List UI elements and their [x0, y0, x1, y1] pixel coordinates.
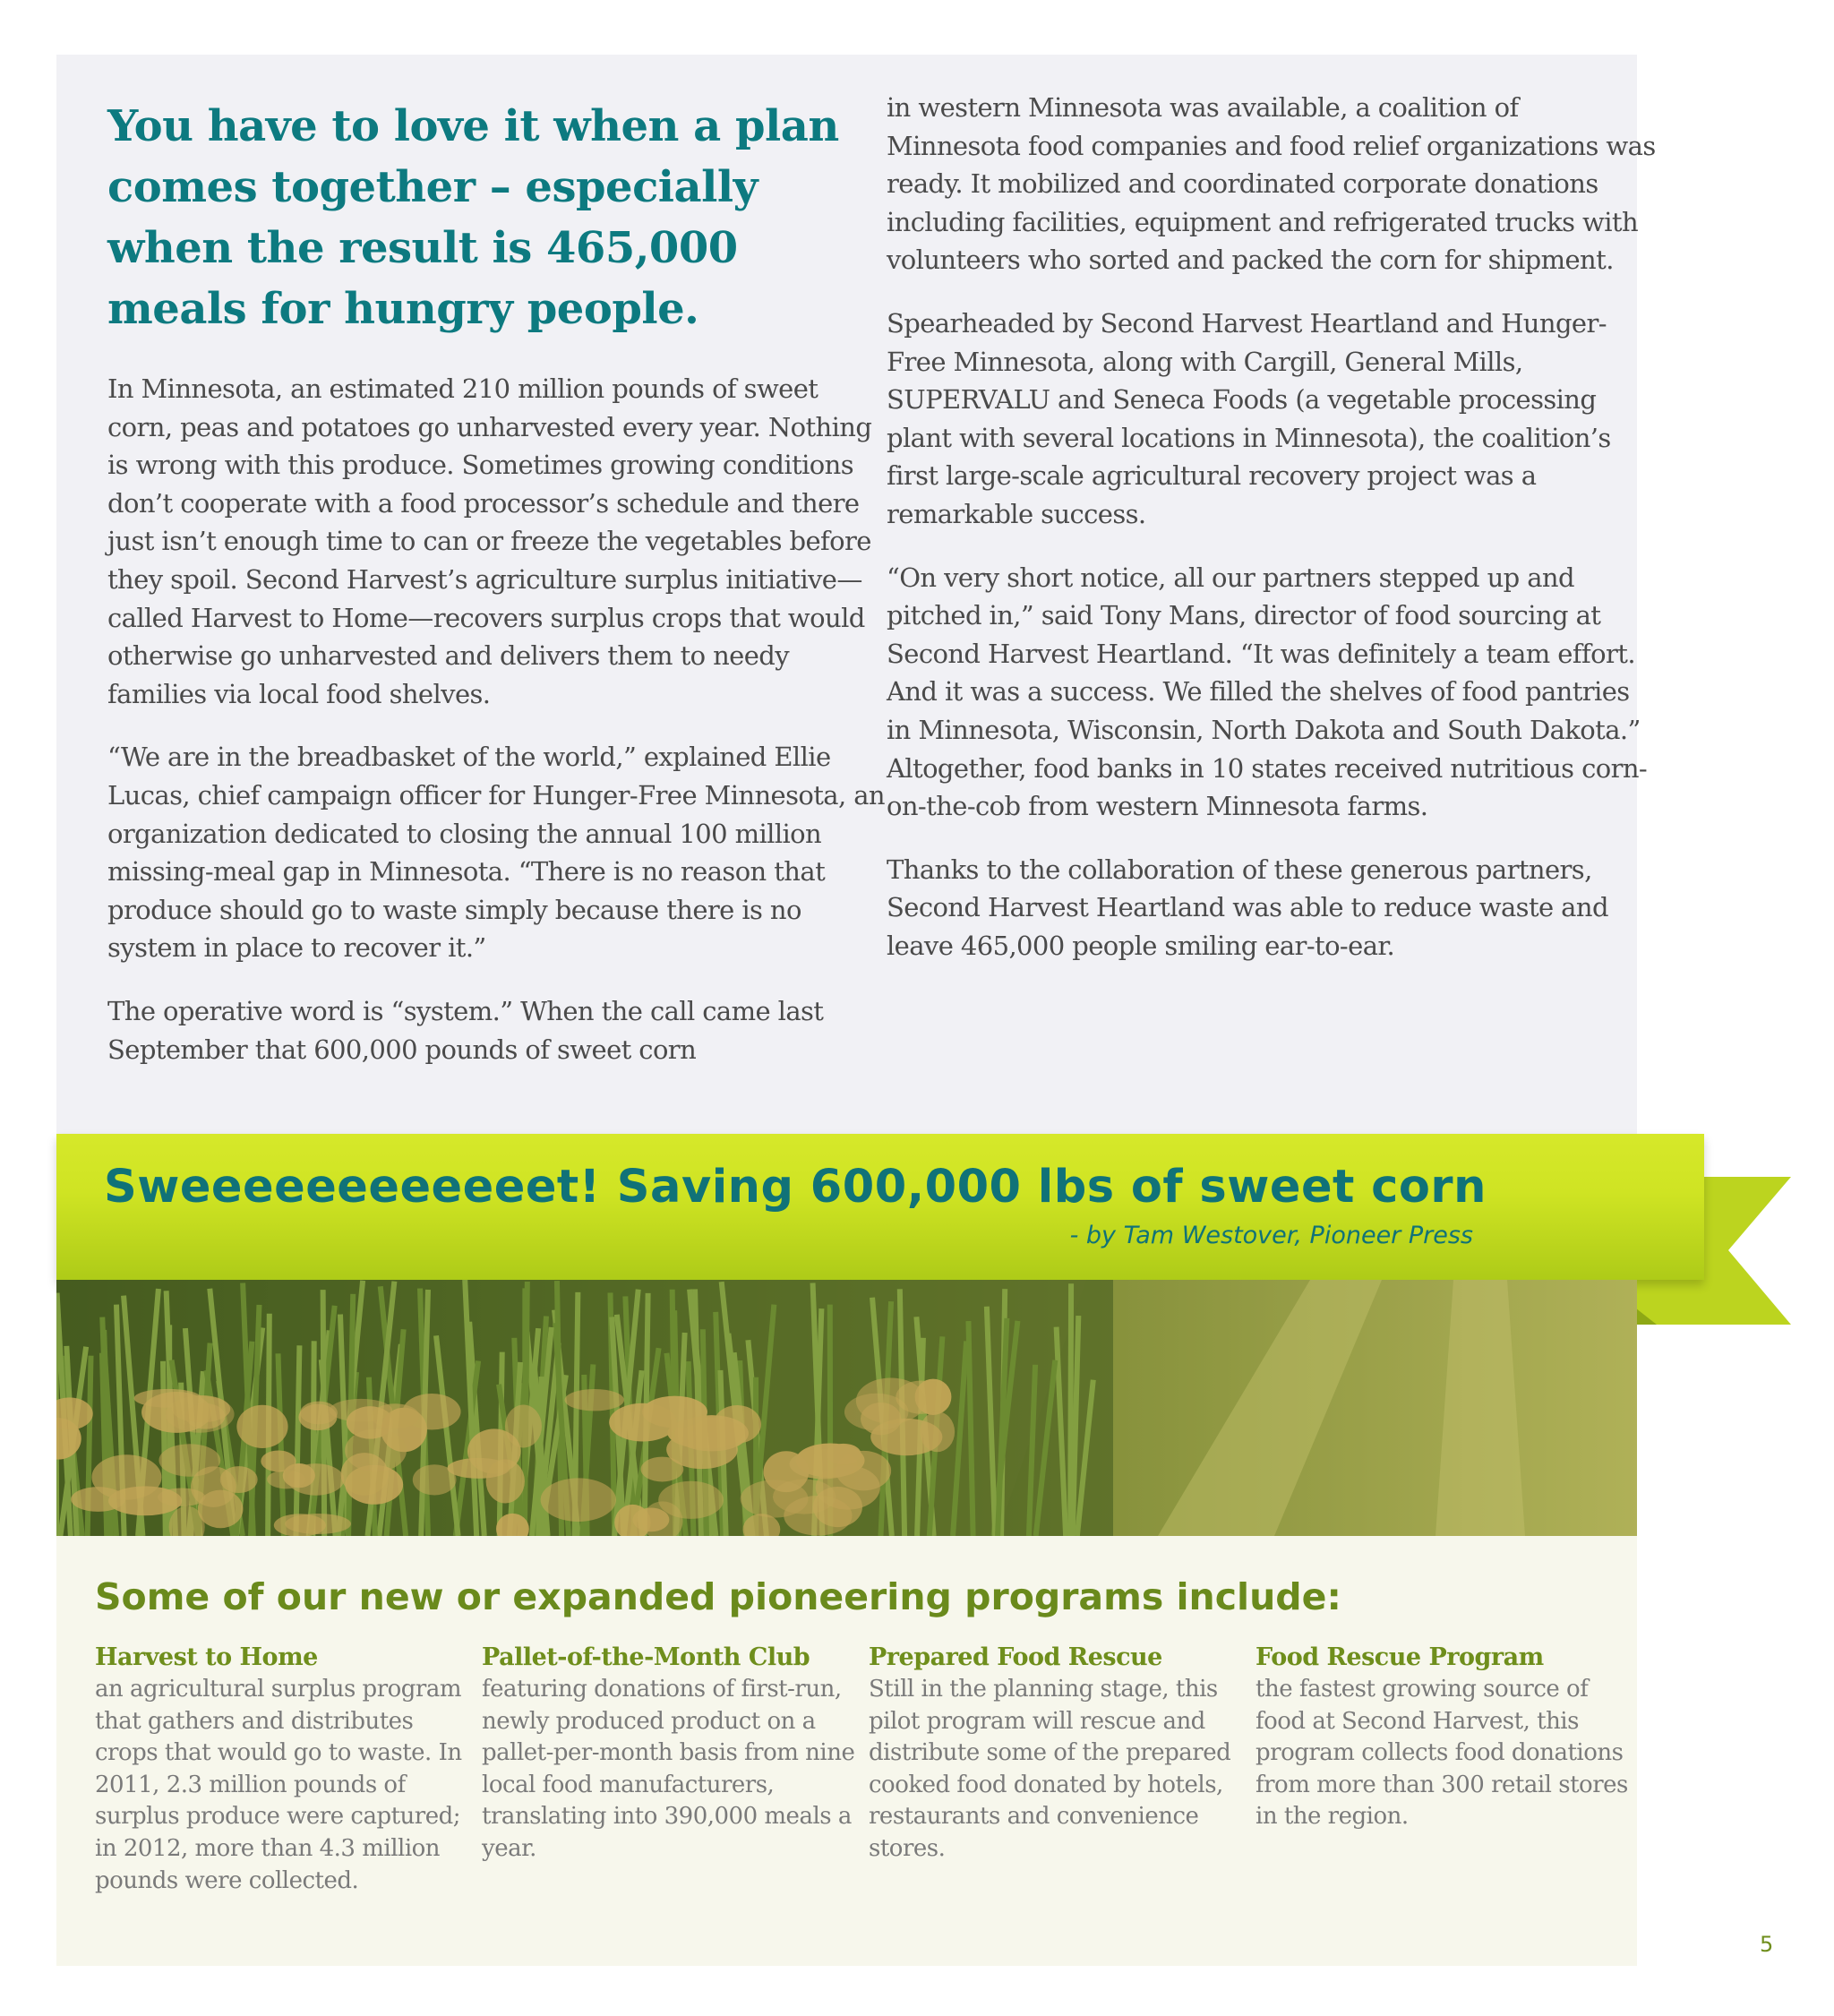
article-paragraph: in western Minnesota was available, a coalition of Minnesota food companies and food relief organizations was ready. It mobilized and coordinated corporate donations including facilities, equipment and refrigerated trucks with volunteers who sorted and packed the corn for shipment.: [887, 92, 1656, 276]
program-description: Still in the planning stage, this pilot program will rescue and distribute some of the prepared cooked food donated by hotels, restaurants and convenience stores.: [869, 1676, 1231, 1862]
story-banner: [56, 1134, 1704, 1280]
program-description: an agricultural surplus program that gathers and distributes crops that would go to waste. In 2011, 2.3 million pounds of surplus produce were captured; in 2012, more than 4.3 million pounds were collected.: [95, 1676, 462, 1894]
program-card: [869, 1642, 1245, 1866]
article-paragraph: The operative word is “system.” When the call came last September that 600,000 pounds of sweet corn: [107, 995, 824, 1065]
program-card: [482, 1642, 858, 1866]
article-panel: [56, 55, 1656, 1135]
article-paragraph: Thanks to the collaboration of these generous partners, Second Harvest Heartland was able to reduce waste and leave 465,000 people smiling ear-to-ear.: [887, 854, 1608, 961]
article-left-column: [107, 96, 887, 1094]
banner-byline: - by Tam Westover, Pioneer Press: [1069, 1222, 1473, 1249]
program-title: Prepared Food Rescue: [869, 1643, 1162, 1671]
article-paragraph: “On very short notice, all our partners stepped up and pitched in,” said Tony Mans, director of food sourcing at Second Harvest Heartland. “It was definitely a team effort. And it was a success. We filled the shelves of food pantries in Minnesota, Wisconsin, North Dakota and South Dakota.” Altogether, food banks in 10 states received nutritious corn-on-the-cob from western Minnesota farms.: [887, 562, 1648, 822]
cornfield-photo: [56, 1280, 1637, 1536]
article-paragraph: “We are in the breadbasket of the world,” explained Ellie Lucas, chief campaign officer for Hunger-Free Minnesota, an organization dedicated to closing the annual 100 million missing-meal gap in Minnesota. “There is no reason that produce should go to waste simply because there is no system in place to recover it.”: [107, 742, 886, 964]
programs-panel: [56, 1536, 1637, 1966]
program-title: Pallet-of-the-Month Club: [482, 1643, 810, 1671]
program-title: Food Rescue Program: [1256, 1643, 1544, 1671]
program-card: [1256, 1642, 1632, 1833]
program-description: the fastest growing source of food at Second Harvest, this program collects food donations from more than 300 retail stores in the region.: [1256, 1676, 1628, 1831]
program-description: featuring donations of first-run, newly produced product on a pallet-per-month basis from nine local food manufacturers, translating into 390,000 meals a year.: [482, 1676, 855, 1862]
page-number: 5: [1760, 1932, 1774, 1957]
banner-title: Sweeeeeeeeeeeet! Saving 600,000 lbs of sweet corn: [104, 1161, 1487, 1214]
article-paragraph: Spearheaded by Second Harvest Heartland and Hunger-Free Minnesota, along with Cargill, General Mills, SUPERVALU and Seneca Foods (a vegetable processing plant with several locations in Minnesota), the coalition’s first large-scale agricultural recovery project was a remarkable success.: [887, 307, 1611, 529]
article-paragraph: In Minnesota, an estimated 210 million pounds of sweet corn, peas and potatoes go unharvested every year. Nothing is wrong with this produce. Sometimes growing conditions don’t cooperate with a food processor’s schedule and there just isn’t enough time to can or freeze the vegetables before they spoil. Second Harvest’s agriculture surplus initiative—called Harvest to Home—recovers surplus crops that would otherwise go unharvested and delivers them to needy families via local food shelves.: [107, 373, 872, 709]
program-card: [95, 1642, 471, 1897]
article-right-column: [887, 89, 1657, 990]
article-headline: You have to love it when a plan comes together – especially when the result is 465,000 meals for hungry people.: [107, 101, 839, 334]
programs-heading: Some of our new or expanded pioneering programs include:: [95, 1575, 1341, 1618]
program-title: Harvest to Home: [95, 1643, 318, 1671]
